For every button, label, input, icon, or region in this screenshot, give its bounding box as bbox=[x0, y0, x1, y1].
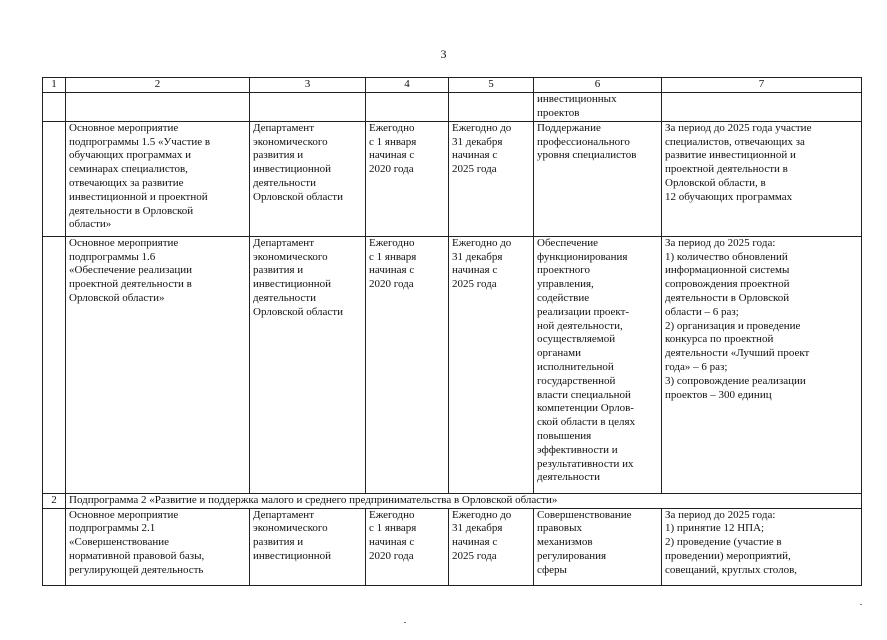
text-line: реализации проект- bbox=[537, 305, 630, 318]
end-date-cell bbox=[449, 508, 534, 585]
text-line: 2) проведение (участие в bbox=[665, 536, 782, 549]
executor-cell bbox=[250, 236, 366, 493]
text-line: деятельности bbox=[537, 471, 600, 484]
text-line: За период до 2025 года участие bbox=[665, 121, 812, 134]
text-line: 2020 года bbox=[369, 163, 414, 176]
text-line: подпрограммы 1.6 bbox=[69, 250, 156, 263]
header-cell: 3 bbox=[250, 78, 366, 93]
text-line: развития и bbox=[253, 149, 304, 162]
start-date-cell bbox=[366, 508, 449, 585]
table-row bbox=[43, 92, 862, 121]
text-line: Основное мероприятие bbox=[69, 121, 179, 134]
text-line: функционирования bbox=[537, 250, 628, 263]
text-line: проведении) мероприятий, bbox=[665, 549, 791, 562]
measure-name-cell bbox=[66, 121, 250, 236]
text-line: правовых bbox=[537, 522, 582, 535]
text-line: развития и bbox=[253, 536, 304, 549]
text-line: Орловской области bbox=[253, 305, 343, 318]
text-line: повышения bbox=[537, 429, 592, 442]
text-line: начиная с bbox=[369, 264, 415, 277]
text-line: с 1 января bbox=[369, 135, 417, 148]
text-line: начиная с bbox=[452, 149, 498, 162]
text-line: регулирующей деятельность bbox=[69, 563, 204, 576]
text-line: области – 6 раз; bbox=[665, 305, 739, 318]
text-line: отвечающих за развитие bbox=[69, 176, 184, 189]
header-cell: 7 bbox=[662, 78, 862, 93]
text-line: 31 декабря bbox=[452, 250, 503, 263]
text-line: 2020 года bbox=[369, 278, 414, 291]
goal-cell bbox=[534, 121, 662, 236]
text-line: проектной деятельности в bbox=[665, 163, 788, 176]
text-line: регулирования bbox=[537, 549, 607, 562]
result-cell bbox=[662, 508, 862, 585]
text-line: инвестиционной bbox=[253, 549, 332, 562]
text-line: года» – 6 раз; bbox=[665, 360, 728, 373]
text-line: 2025 года bbox=[452, 163, 497, 176]
table-row bbox=[43, 508, 862, 585]
text-line: 3) сопровождение реализации bbox=[665, 374, 806, 387]
table-cell bbox=[250, 92, 366, 121]
text-line: семинарах специалистов, bbox=[69, 163, 188, 176]
text-line: Ежегодно bbox=[369, 508, 415, 521]
text-line: с 1 января bbox=[369, 250, 417, 263]
text-line: Департамент bbox=[253, 508, 315, 521]
section-row bbox=[43, 493, 862, 508]
text-line: с 1 января bbox=[369, 522, 417, 535]
text-line: проектной деятельности в bbox=[69, 278, 192, 291]
text-line: результативности их bbox=[537, 457, 634, 470]
text-line: инвестиционной и проектной bbox=[69, 190, 208, 203]
text-line: Ежегодно до bbox=[452, 121, 512, 134]
executor-cell bbox=[250, 121, 366, 236]
text-line: Ежегодно до bbox=[452, 236, 512, 249]
text-line: компетенции Орлов- bbox=[537, 402, 634, 415]
text-line: органами bbox=[537, 347, 582, 360]
text-line: 2020 года bbox=[369, 549, 414, 562]
scan-speck bbox=[404, 622, 406, 623]
text-line: Обеспечение bbox=[537, 236, 598, 249]
text-line: ской области в целях bbox=[537, 416, 636, 429]
text-line: совещаний, круглых столов, bbox=[665, 563, 798, 576]
header-row bbox=[43, 78, 862, 93]
text-line: содействие bbox=[537, 291, 590, 304]
header-cell: 6 bbox=[534, 78, 662, 93]
text-line: За период до 2025 года: bbox=[665, 508, 776, 521]
text-line: управления, bbox=[537, 278, 594, 291]
text-line: 1) количество обновлений bbox=[665, 250, 788, 263]
table-cell bbox=[534, 92, 662, 121]
text-line: проектного bbox=[537, 264, 591, 277]
text-line: Департамент bbox=[253, 236, 315, 249]
text-line: начиная с bbox=[452, 264, 498, 277]
header-cell: 4 bbox=[366, 78, 449, 93]
measure-name-cell bbox=[66, 236, 250, 493]
header-cell: 2 bbox=[66, 78, 250, 93]
table-cell bbox=[43, 92, 66, 121]
text-line: осуществляемой bbox=[537, 333, 616, 346]
text-line: 2) организация и проведение bbox=[665, 319, 801, 332]
text-line: проектов – 300 единиц bbox=[665, 388, 772, 401]
text-line: эффективности и bbox=[537, 443, 618, 456]
text-line: Орловской области bbox=[253, 190, 343, 203]
text-line: области» bbox=[69, 218, 112, 231]
text-line: Ежегодно bbox=[369, 121, 415, 134]
text-line: Поддержание bbox=[537, 121, 601, 134]
text-line: подпрограммы 1.5 «Участие в bbox=[69, 135, 211, 148]
text-line: уровня специалистов bbox=[537, 149, 637, 162]
text-line: экономического bbox=[253, 135, 328, 148]
program-table bbox=[42, 77, 862, 586]
text-line: инвестиционной bbox=[253, 278, 332, 291]
text-line: сопровождения проектной bbox=[665, 278, 790, 291]
text-line: профессионального bbox=[537, 135, 630, 148]
text-line: начиная с bbox=[452, 536, 498, 549]
table-cell bbox=[449, 92, 534, 121]
text-line: 2025 года bbox=[452, 549, 497, 562]
goal-cell bbox=[534, 236, 662, 493]
executor-cell bbox=[250, 508, 366, 585]
text-line: Ежегодно до bbox=[452, 508, 512, 521]
table-cell bbox=[43, 508, 66, 585]
section-title: Подпрограмма 2 «Развитие и поддержка малого и среднего предпринимательства в Орловской области» bbox=[66, 493, 862, 508]
page-number: 3 bbox=[440, 47, 447, 61]
text-line: обучающих программах и bbox=[69, 149, 192, 162]
text-line: Департамент bbox=[253, 121, 315, 134]
text-line: власти специальной bbox=[537, 388, 631, 401]
text-line: 1) принятие 12 НПА; bbox=[665, 522, 765, 535]
text-line: сферы bbox=[537, 563, 567, 576]
start-date-cell bbox=[366, 121, 449, 236]
table-cell bbox=[366, 92, 449, 121]
text-line: инвестиционной bbox=[253, 163, 332, 176]
table-cell bbox=[66, 92, 250, 121]
text-line: специалистов, отвечающих за bbox=[665, 135, 805, 148]
text-line: 12 обучающих программах bbox=[665, 190, 793, 203]
table-row bbox=[43, 236, 862, 493]
text-line: исполнительной bbox=[537, 360, 614, 373]
text-line: деятельности в Орловской bbox=[69, 204, 194, 217]
text-line: 31 декабря bbox=[452, 522, 503, 535]
text-line: «Обеспечение реализации bbox=[69, 264, 193, 277]
scan-speck bbox=[860, 604, 862, 605]
table-cell bbox=[662, 92, 862, 121]
end-date-cell bbox=[449, 236, 534, 493]
text-line: Основное мероприятие bbox=[69, 236, 179, 249]
text-line: развития и bbox=[253, 264, 304, 277]
header-cell: 1 bbox=[43, 78, 66, 93]
text-line: механизмов bbox=[537, 536, 593, 549]
text-line: Основное мероприятие bbox=[69, 508, 179, 521]
table-cell bbox=[43, 121, 66, 236]
text-line: информационной системы bbox=[665, 264, 790, 277]
text-line: государственной bbox=[537, 374, 616, 387]
text-line: «Совершенствование bbox=[69, 536, 169, 549]
text-line: Ежегодно bbox=[369, 236, 415, 249]
text-line: экономического bbox=[253, 522, 328, 535]
table-cell bbox=[43, 236, 66, 493]
text-line: нормативной правовой базы, bbox=[69, 549, 205, 562]
text-line: деятельности bbox=[253, 291, 316, 304]
text-line: конкурса по проектной bbox=[665, 333, 774, 346]
text-line: деятельности «Лучший проект bbox=[665, 347, 810, 360]
text-line: деятельности в Орловской bbox=[665, 291, 790, 304]
text-line: 31 декабря bbox=[452, 135, 503, 148]
text-line: экономического bbox=[253, 250, 328, 263]
end-date-cell bbox=[449, 121, 534, 236]
result-cell bbox=[662, 121, 862, 236]
text-line: Совершенствование bbox=[537, 508, 632, 521]
text-line: За период до 2025 года: bbox=[665, 236, 776, 249]
text-line: ной деятельности, bbox=[537, 319, 623, 332]
text-line: Орловской области» bbox=[69, 291, 165, 304]
text-line: 2025 года bbox=[452, 278, 497, 291]
header-cell: 5 bbox=[449, 78, 534, 93]
start-date-cell bbox=[366, 236, 449, 493]
result-cell bbox=[662, 236, 862, 493]
text-line: инвестиционных bbox=[537, 92, 617, 105]
text-line: начиная с bbox=[369, 149, 415, 162]
text-line: подпрограммы 2.1 bbox=[69, 522, 156, 535]
text-line: развитие инвестиционной и bbox=[665, 149, 796, 162]
text-line: Орловской области, в bbox=[665, 176, 766, 189]
text-line: деятельности bbox=[253, 176, 316, 189]
text-line: начиная с bbox=[369, 536, 415, 549]
text-line: проектов bbox=[537, 106, 580, 119]
measure-name-cell bbox=[66, 508, 250, 585]
goal-cell bbox=[534, 508, 662, 585]
section-number: 2 bbox=[43, 493, 66, 508]
table-row bbox=[43, 121, 862, 236]
